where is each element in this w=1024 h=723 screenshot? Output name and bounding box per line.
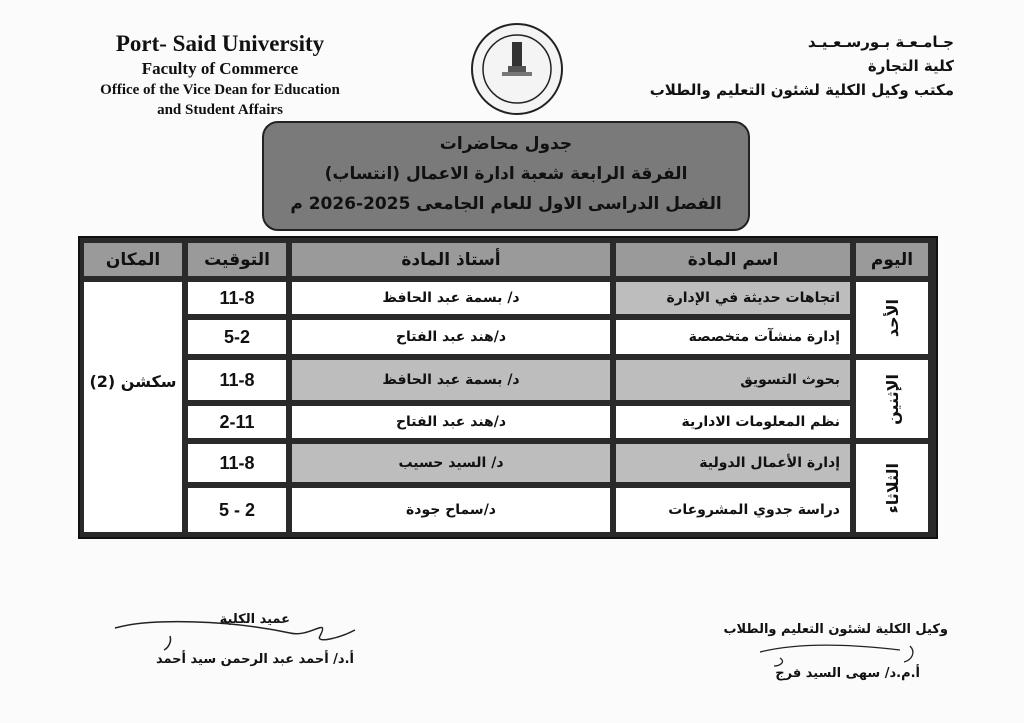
- title-line-1: جدول محاضرات: [439, 134, 573, 154]
- dean-name: أ.د/ أحمد عبد الرحمن سيد أحمد: [155, 652, 354, 667]
- vice-dean-title: وكيل الكلية لشئون التعليم والطلاب: [723, 622, 948, 637]
- time-cell: 11-8: [188, 282, 286, 314]
- day-cell: [856, 282, 928, 354]
- day-label: الإثنين: [882, 373, 902, 425]
- time-cell: 5 - 2: [188, 488, 286, 532]
- office-line2-en: and Student Affairs: [157, 102, 283, 118]
- time-cell: 5-2: [188, 320, 286, 354]
- subject-cell: بحوث التسويق: [616, 360, 850, 400]
- dean-handwritten-signature: [110, 608, 360, 653]
- title-line-2: الفرقة الرابعة شعبة ادارة الاعمال (انتساب): [324, 164, 688, 184]
- faculty-name-en: Faculty of Commerce: [141, 59, 299, 78]
- schedule-table: [78, 236, 938, 539]
- day-cell: [856, 360, 928, 438]
- header-arabic: [614, 30, 954, 102]
- day-cell: [856, 444, 928, 532]
- title-line-3: الفصل الدراسى الاول للعام الجامعى 2025-2026 م: [290, 194, 722, 214]
- professor-cell: د/ بسمة عبد الحافظ: [292, 360, 610, 400]
- schedule-title-box: [262, 121, 750, 231]
- subject-cell: اتجاهات حديثة في الإدارة: [616, 282, 850, 314]
- vice-dean-name: أ.م.د/ سهى السيد فرج: [775, 666, 920, 681]
- time-cell: 11-8: [188, 360, 286, 400]
- subject-cell: دراسة جدوي المشروعات: [616, 488, 850, 532]
- professor-cell: د/سماح جودة: [292, 488, 610, 532]
- header-time: التوقيت: [188, 243, 286, 276]
- subject-cell: إدارة الأعمال الدولية: [616, 444, 850, 482]
- time-cell: 11-8: [188, 444, 286, 482]
- header-day: اليوم: [856, 243, 928, 276]
- header-place: المكان: [84, 243, 182, 276]
- office-line1-en: Office of the Vice Dean for Education: [100, 82, 340, 98]
- header-english: [60, 30, 380, 120]
- header-subject: اسم المادة: [616, 243, 850, 276]
- office-name-ar: مكتب وكيل الكلية لشئون التعليم والطلاب: [649, 81, 954, 99]
- vice-dean-signature-block: [700, 610, 950, 690]
- dean-title: عميد الكلية: [219, 612, 290, 627]
- faculty-seal-logo: [470, 22, 564, 116]
- professor-cell: د/هند عبد الفتاح: [292, 320, 610, 354]
- faculty-name-ar: كلية التجارة: [867, 57, 954, 75]
- university-name-ar: جـامـعـة بـورسـعـيـد: [807, 33, 954, 51]
- university-name-en: Port- Said University: [115, 31, 325, 56]
- day-label: الأحد: [882, 298, 902, 338]
- professor-cell: د/ السيد حسيب: [292, 444, 610, 482]
- time-cell: 2-11: [188, 406, 286, 438]
- place-cell: سكشن (2): [84, 282, 182, 532]
- subject-cell: إدارة منشآت متخصصة: [616, 320, 850, 354]
- professor-cell: د/هند عبد الفتاح: [292, 406, 610, 438]
- subject-cell: نظم المعلومات الادارية: [616, 406, 850, 438]
- header-professor: أستاذ المادة: [292, 243, 610, 276]
- vice-dean-handwritten-signature: [740, 628, 940, 668]
- professor-cell: د/ بسمة عبد الحافظ: [292, 282, 610, 314]
- dean-signature-block: [110, 600, 410, 680]
- day-label: الثلاثاء: [882, 462, 902, 514]
